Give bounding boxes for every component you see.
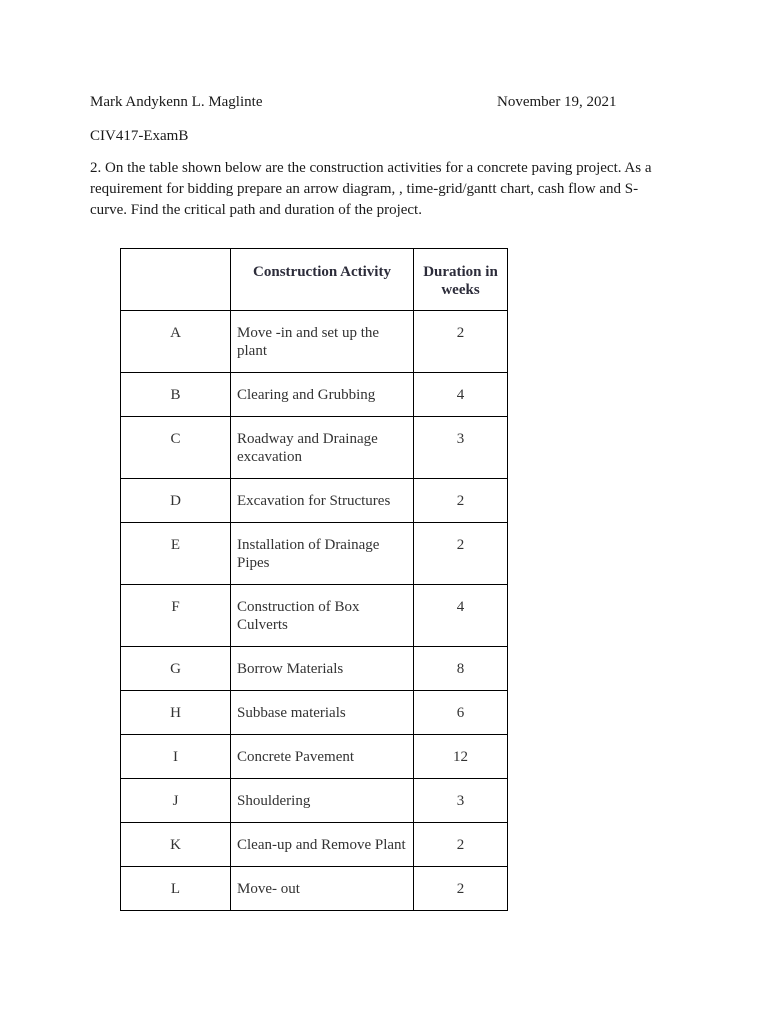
activity-duration-cell: 6 (414, 691, 508, 735)
activity-id-cell: C (121, 417, 231, 479)
table-row (121, 585, 508, 647)
activity-name-cell: Subbase materials (231, 691, 414, 735)
activity-duration-cell: 2 (414, 523, 508, 585)
activity-duration-cell: 2 (414, 311, 508, 373)
table-row (121, 479, 508, 523)
activity-name-cell: Borrow Materials (231, 647, 414, 691)
activity-duration-cell: 8 (414, 647, 508, 691)
activity-id-cell: L (121, 867, 231, 911)
activity-id-cell: H (121, 691, 231, 735)
activities-table (120, 248, 508, 911)
activity-duration-cell: 3 (414, 417, 508, 479)
activity-id-cell: F (121, 585, 231, 647)
table-row (121, 373, 508, 417)
activity-name-cell: Excavation for Structures (231, 479, 414, 523)
activity-name-cell: Construction of Box Culverts (231, 585, 414, 647)
activity-name-cell: Clean-up and Remove Plant (231, 823, 414, 867)
header-duration: Duration in weeks (414, 249, 508, 311)
activity-name-cell: Move -in and set up the plant (231, 311, 414, 373)
table-row (121, 691, 508, 735)
activity-duration-cell: 12 (414, 735, 508, 779)
table-header-row (121, 249, 508, 311)
activity-id-cell: B (121, 373, 231, 417)
activity-id-cell: I (121, 735, 231, 779)
activity-name-cell: Installation of Drainage Pipes (231, 523, 414, 585)
question-text: 2. On the table shown below are the construction activities for a concrete paving project. As a requirement for bidding prepare an arrow diagram, , time-grid/gantt chart, cash flow and S-curve. Find the critical path and duration of the project. (90, 160, 652, 218)
activity-id-cell: D (121, 479, 231, 523)
activity-id-cell: K (121, 823, 231, 867)
activity-duration-cell: 2 (414, 867, 508, 911)
table-row (121, 647, 508, 691)
activity-name-cell: Concrete Pavement (231, 735, 414, 779)
table-row (121, 823, 508, 867)
activity-name-cell: Move- out (231, 867, 414, 911)
activity-id-cell: E (121, 523, 231, 585)
activity-name-cell: Roadway and Drainage excavation (231, 417, 414, 479)
table-row (121, 867, 508, 911)
table-row (121, 311, 508, 373)
activity-name-cell: Clearing and Grubbing (231, 373, 414, 417)
author-name: Mark Andykenn L. Maglinte (90, 94, 263, 110)
header-id (121, 249, 231, 311)
activity-id-cell: J (121, 779, 231, 823)
activity-duration-cell: 4 (414, 585, 508, 647)
table-row (121, 417, 508, 479)
activity-duration-cell: 4 (414, 373, 508, 417)
header-activity: Construction Activity (231, 249, 414, 311)
table-row (121, 779, 508, 823)
activity-duration-cell: 3 (414, 779, 508, 823)
document-date: November 19, 2021 (497, 94, 617, 110)
course-code: CIV417-ExamB (90, 128, 189, 144)
table-row (121, 735, 508, 779)
activity-name-cell: Shouldering (231, 779, 414, 823)
table-row (121, 523, 508, 585)
activity-id-cell: G (121, 647, 231, 691)
activity-duration-cell: 2 (414, 823, 508, 867)
activity-id-cell: A (121, 311, 231, 373)
activity-duration-cell: 2 (414, 479, 508, 523)
